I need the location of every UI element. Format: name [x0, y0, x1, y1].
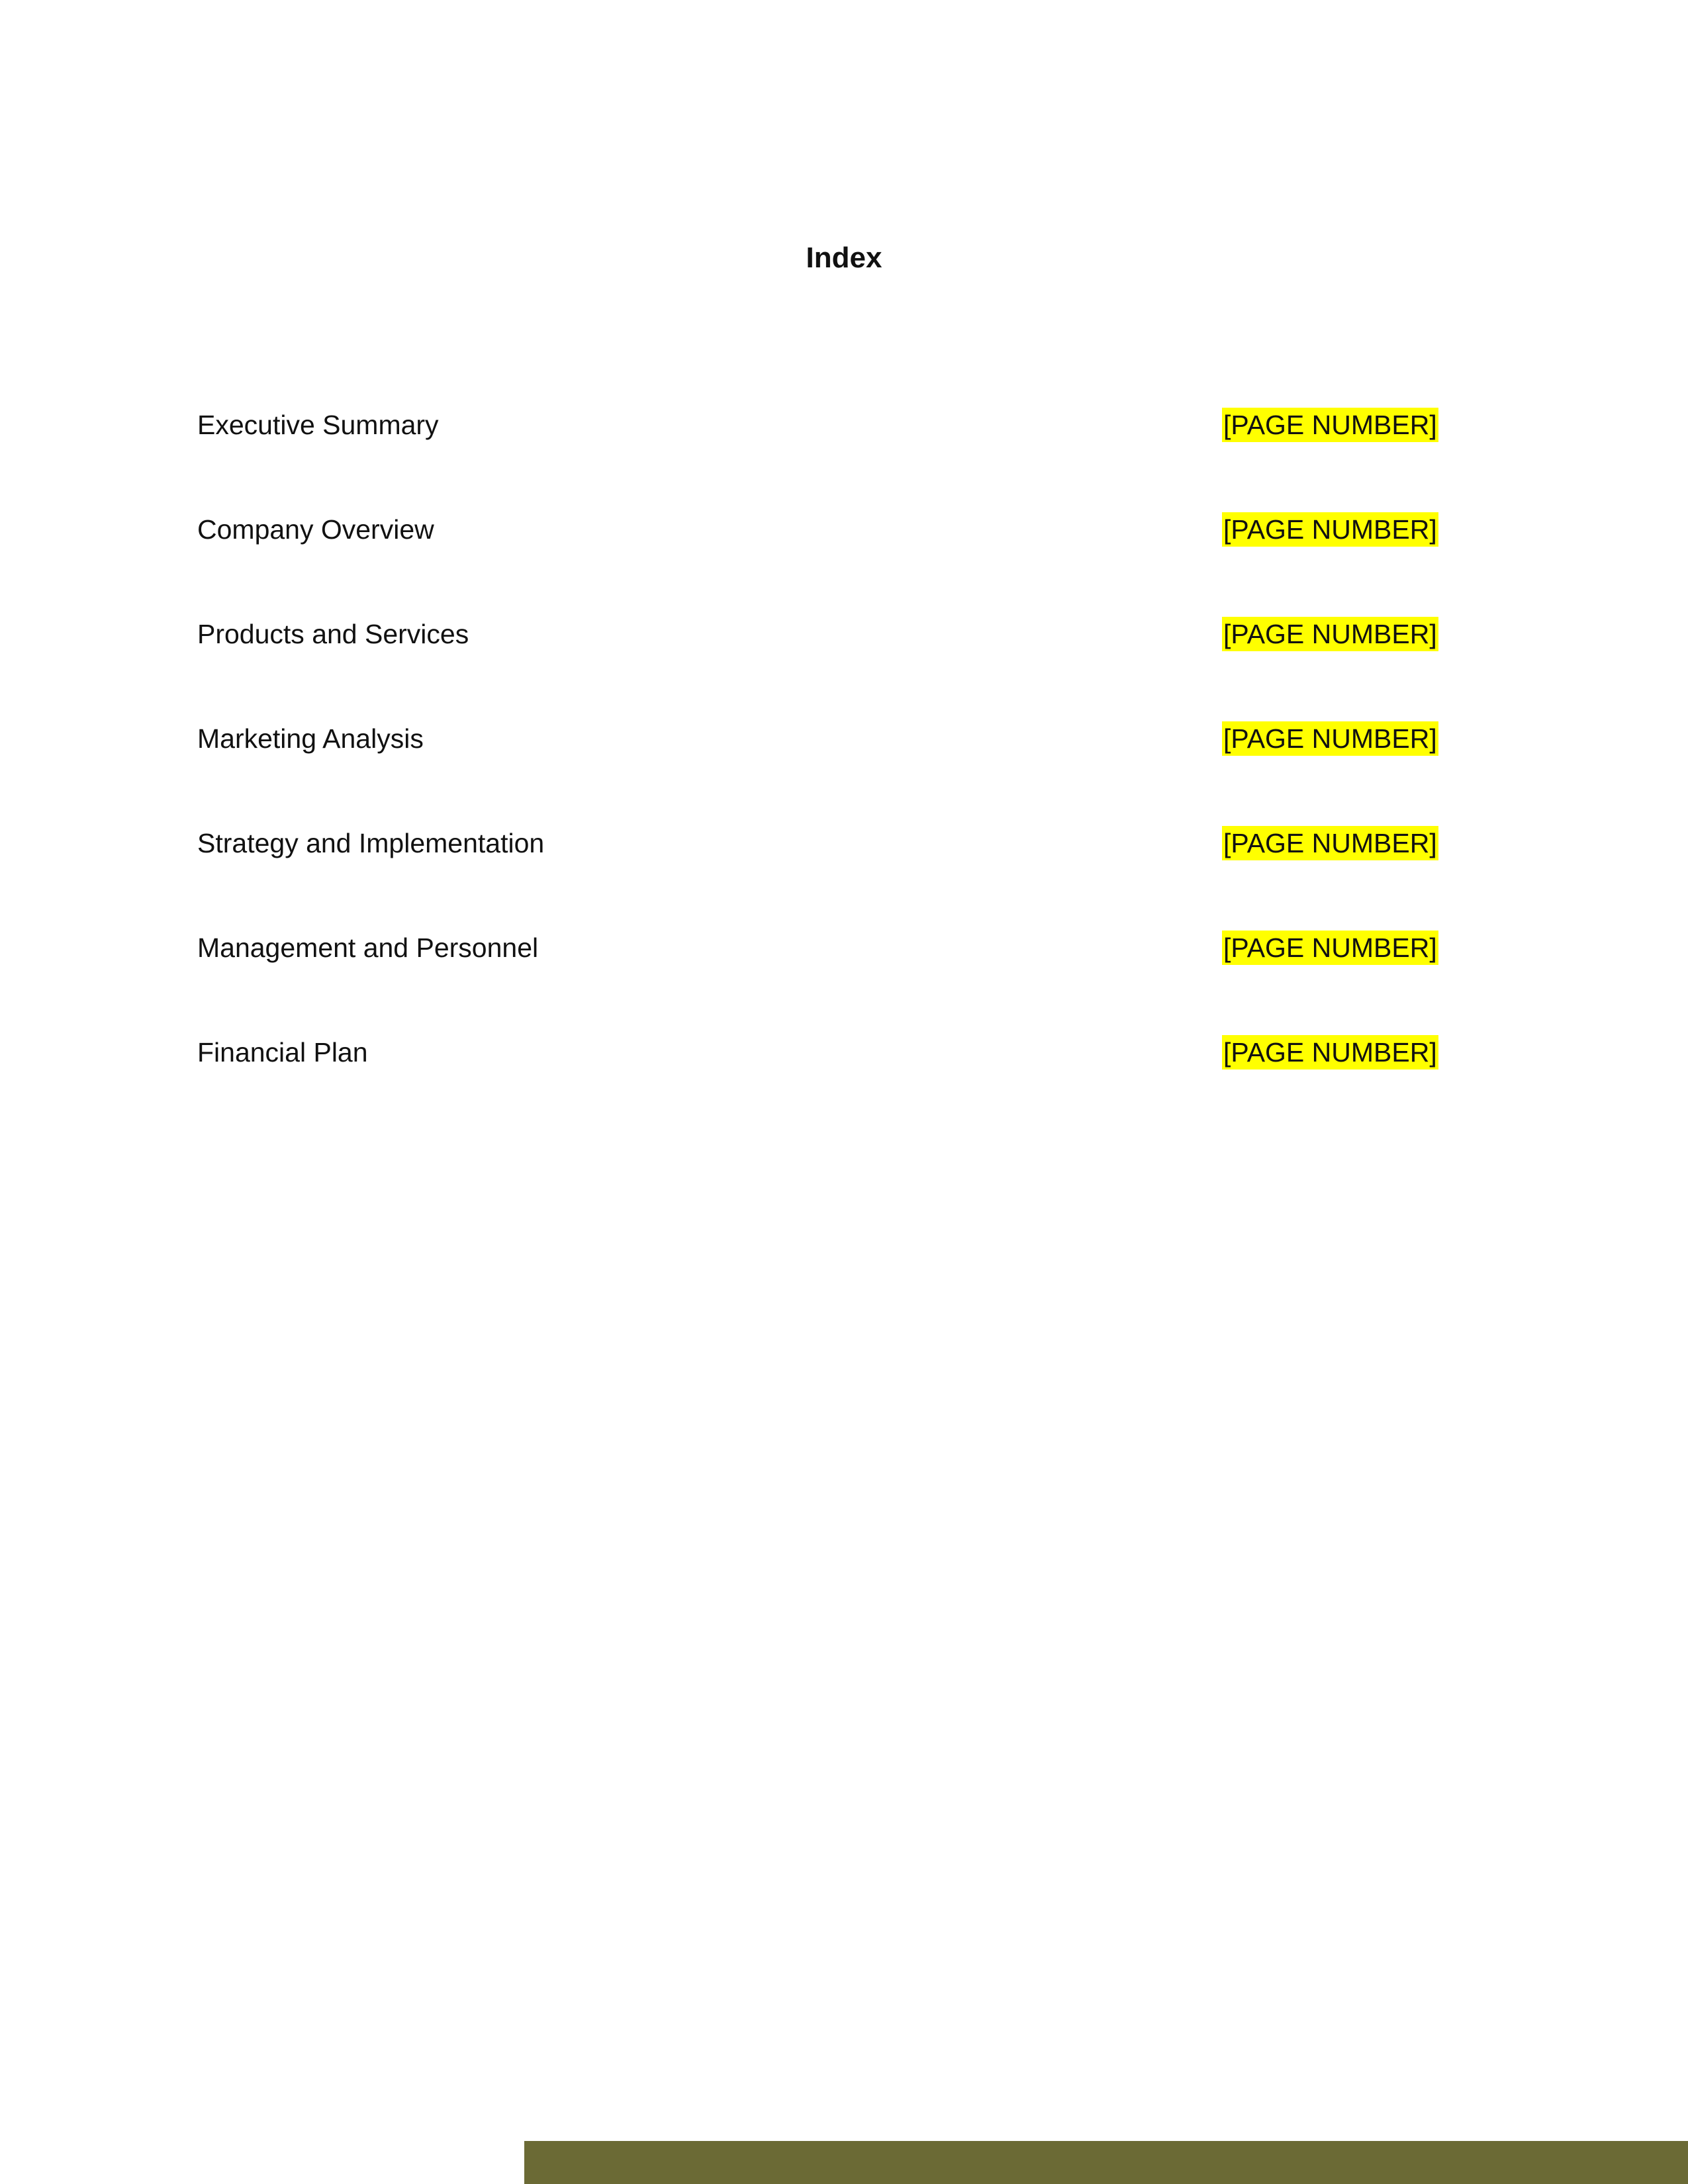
toc-page-number-placeholder: [PAGE NUMBER]: [1222, 826, 1438, 860]
toc-entry-label: Financial Plan: [197, 1037, 368, 1068]
toc-entry-executive-summary: [197, 405, 1437, 510]
toc-entry-management-and-personnel: [197, 928, 1437, 1032]
toc-entry-financial-plan: [197, 1032, 1437, 1137]
index-title: Index: [806, 242, 882, 274]
toc-entry-label: Executive Summary: [197, 410, 439, 440]
toc-entry-label: Strategy and Implementation: [197, 828, 545, 858]
toc-page-number-placeholder: [PAGE NUMBER]: [1222, 721, 1438, 756]
toc-page-number-placeholder: [PAGE NUMBER]: [1222, 931, 1438, 965]
toc-entry-label: Company Overview: [197, 514, 434, 545]
toc-entry-label: Products and Services: [197, 619, 469, 649]
toc-entry-label: Marketing Analysis: [197, 723, 424, 754]
table-of-contents: [197, 405, 1437, 1137]
toc-page-number-placeholder: [PAGE NUMBER]: [1222, 512, 1438, 547]
toc-entry-company-overview: [197, 510, 1437, 614]
toc-page-number-placeholder: [PAGE NUMBER]: [1222, 617, 1438, 651]
toc-entry-strategy-and-implementation: [197, 823, 1437, 928]
toc-entry-label: Management and Personnel: [197, 933, 539, 963]
footer-color-band: [524, 2141, 1688, 2184]
toc-entry-products-and-services: [197, 614, 1437, 719]
toc-entry-marketing-analysis: [197, 719, 1437, 823]
toc-page-number-placeholder: [PAGE NUMBER]: [1222, 1035, 1438, 1069]
toc-page-number-placeholder: [PAGE NUMBER]: [1222, 408, 1438, 442]
